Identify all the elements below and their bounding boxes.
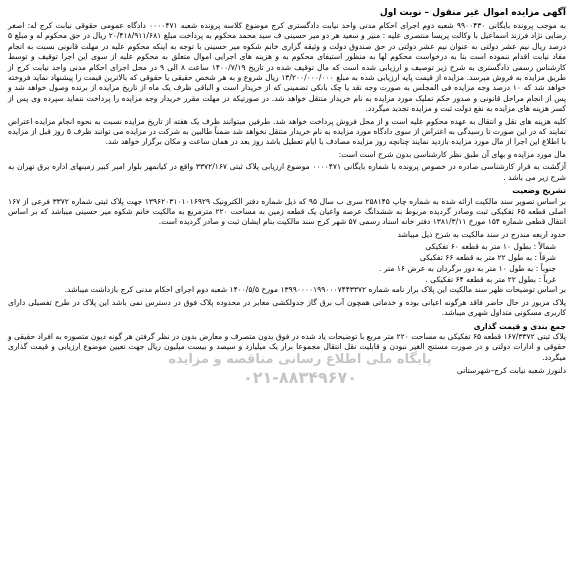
expert-report-paragraph: آزگشت به قرار کارشناسی صادره در خصوص پرونده با شماره بایگانی ۰۰۰۰۴۷۱ موضوع ارزیابی پلاک ثبتی ۳۳۷۲/۱۶۷ واقع در کیانمهر بلوار امیر کبیر زمینهای اداره برق تهران به شرح زیر می باشد .	[8, 162, 566, 182]
section-heading-summary: جمع بندی و قیمت گذاری	[473, 321, 566, 331]
watermark-phone: ۰۲۱-۸۸۳۴۹۶۷۰	[242, 368, 358, 387]
boundary-west: غرباً : بطول ۲۲ متر به قطعه ۶۴ تفکیکی .	[425, 274, 556, 284]
watermark-text: پایگاه ملی اطلاع رسانی مناقصه و مزایده	[168, 352, 432, 367]
deed-description-paragraph: بر اساس تصویر سند مالکیت ارائه شده به شماره چاپ ۲۵۸۱۴۵ سری ب سال ۹۵ که ذیل شماره دفتر الکترونیک ۱۳۹۶۲۰۳۱۰۱۰۱۶۹۲۹ جهت پلاک ثبتی شماره ۳۳۷۲ فرعی از ۱۶۷ اصلی قطعه ۶۵ تفکیکی ثبت وصادر گردیده مربوط به ششدانگ عرصه واعیان یک قطعه زمین به مساحت ۲۲۰ مترمربع به مالکیت خانم شکوه میر حسینی میباشد که بر اساس انتقال قطعی شماره ۱۵۴ مورخ ۱۳۸۱/۳/۱۱ دفتر خانه اسناد رسمی ۵۷ شهر کرج سند مالکیت بنام ایشان ثبت و صادر گردیده است.	[8, 196, 567, 227]
seizure-paragraph: بر اساس توضیحات ظهر سند مالکیت این پلاک برار نامه شماره ۱۳۹۹۰۰۰۰۱۹۹۰۰۰۷۴۴۳۳۷۲ مورخ ۱۴۰۰/۵/۵ شعبه دوم اجرای احکام مدنی کرج بازداشت میباشد.	[64, 285, 566, 295]
boundary-south: جنوباً : به طول ۱۰ متر به دور برگردان به عرض ۱۶ متر .	[379, 263, 556, 273]
utilities-paragraph: پلاک مزبور در حال حاضر فاقد هرگونه اعیانی بوده و خدماتی همچون آب برق گاز جدولکشی معابر در محدوده پلاک فوق در دسترس نمی باشد این پلاک در طرح تفصیلی دارای کاربری مسکونی متداول شهری میباشد.	[8, 297, 566, 318]
section-heading-status: تشریح وضعیت	[512, 186, 566, 196]
boundary-north: شمالاً : بطول ۱۰ متر به قطعه ۶۰ تفکیکی	[425, 242, 556, 252]
boundaries-intro: حدود اربعه مندرج در سند مالکیت به شرح ذیل میباشد	[397, 229, 566, 239]
signature-line: دلنورز شعبه نیابت کرج–شهرستانی	[456, 366, 566, 376]
boundary-east: شرقاً : به طول ۲۲ متر به قطعه ۶۶ تفکیکی	[419, 252, 556, 262]
valuation-paragraph: پلاک ثبتی ۱۶۷/۳۳۷۲ قطعه ۶۵ تفکیکی به مساحت ۲۲۰ متر مربع با توضیحات یاد شده در فوق بدون متصرف و معارض بدون در نظر گرفتن هر گونه دیون متصوره به افراد حقیقی و حقوقی و ادارات دولتی و در صورت مستنج الغیر نبودن و قابلیت نقل انتقال مجموعا برار یک میلیارد و سیصد و بیست میلیون ریال جهت تعیین موضوع ارزیابی و قیمت گذاری میگردد.	[8, 331, 566, 362]
property-heading-paragraph: مال مورد مزایده و بهای آن طبق نظر کارشناسی بدون شرح است است:	[338, 149, 566, 159]
objection-paragraph: کلیه هزینه های نقل و انتقال به عهده محکوم علیه است و از محل فروش پرداخت خواهد شد. طرفین میتوانند ظرف یک هفته از تاریخ مزایده نسبت به نحوه انجام مزایده اعتراض نمایند که در این صورت تا رسیدگی به اعتراض از سوی دادگاه مورد مزایده به نام خریدار منتقل نخواهد شد ضمناً طالبین به شرکت در مزایده می توانند ظرف ۵ روز قبل از مزایده با اطلاع این اجرا از مال مورد مزایده بازدید نمایند چنانچه روز مزایده مصادف با ایام تعطیل باشد روز بعد در همان ساعت و مکان برگزار خواهد شد.	[8, 116, 566, 147]
notice-title: آگهی مزایده اموال غیر منقول – نوبت اول	[379, 8, 566, 18]
intro-paragraph: به موجب پرونده بایگانی ۹۹۰۰۴۳۰ شعبه دوم اجرای احکام مدنی واحد نیابت دادگستری کرج موضوع کلاسه پرونده شعبه ۰۰۰۰۴۷۱ دادگاه عمومی حقوقی نیابت کرج له: اصغر رضایی نژاد فرزند اسماعیل با وکالت پریسا منتصری علیه : منیر و سعید هر دو میر حسینی ف سید محمد محکوم به پرداخت مبلغ ۲۰/۴۱۸/۹۱۱/۶۸۱ ریال در حق محکوم له و مبلغ ۵ درصد ریال نیم عشر دولتی به عنوان نیم عشر دولتی در حق صندوق دولت و وثیقه گزاری خانم شکوه میر حسینی با توجه به اینکه محکوم علیه در مهلت قانونی نسبت به انجام مفاد نیابت اقدام ننموده است بنا به درخواست محکوم لها به منظور استیفای محکوم به و هزینه های اجرایی اموال متعلق به محکوم علیه از سوی این اجرا توقیف و توسط کارشناس رسمی دادگستری به شرح زیر توصیف و ارزیابی شده است که مال توقیف شده در تاریخ ۱۴۰۰/۷/۱۹ ساعت ۸ الی ۹ در محل اجرای احکام مدنی واحد نیابت کرج از طریق مزایده به فروش میرسد. مزایده از قیمت پایه ارزیابی شده به مبلغ ۱۳/۲۰۰/۰۰۰/۰۰۰ ریال شروع و به هر شخص حقیقی یا حقوقی که بالاترین قیمت را پیشنهاد نماید فروخته خواهد شد که ۱۰ درصد وجه مزایده فی المجلس به صورت وجه نقد یا چک بانکی تضمینی که از خریدار است و الباقی ظرف یک ماه از تاریخ مزایده از برنده وصول خواهد شد و پس از انجام مراحل قانونی و صدور حکم تملیک مورد مزایده به نام خریدار منتقل خواهد شد. در صورتیکه در مهلت مقرر خریدار وجه مزایده را پرداخت ننماید سپرده وی پس از کسر هزینه های مزایده به نفع دولت ثبت و مزایده تجدید میگردد.	[8, 21, 567, 114]
